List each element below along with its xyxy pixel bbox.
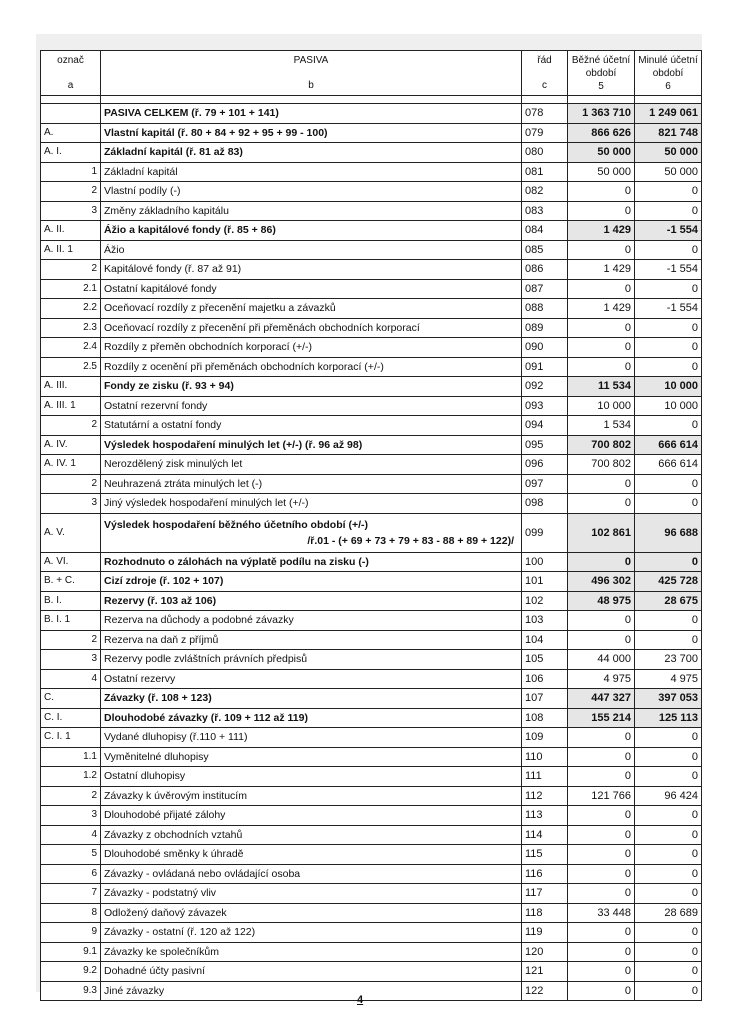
row-number: 082 (522, 182, 568, 202)
row-label: Výsledek hospodaření minulých let (+/-) (ř. 96 až 98) (101, 435, 522, 455)
row-label: Dlouhodobé přijaté zálohy (101, 806, 522, 826)
table-row (41, 260, 702, 280)
row-label: Fondy ze zisku (ř. 93 + 94) (101, 377, 522, 397)
previous-period-value: 0 (635, 884, 702, 904)
row-label: Závazky k úvěrovým institucím (101, 786, 522, 806)
previous-period-value: 0 (635, 864, 702, 884)
row-label: Ážio a kapitálové fondy (ř. 85 + 86) (101, 221, 522, 241)
table-row (41, 318, 702, 338)
row-number: 078 (522, 104, 568, 124)
previous-period-value: 23 700 (635, 650, 702, 670)
row-number: 101 (522, 572, 568, 592)
previous-period-value: 0 (635, 357, 702, 377)
row-number: 111 (522, 767, 568, 787)
current-period-value: 1 429 (568, 260, 635, 280)
row-subcode: 7 (41, 884, 101, 904)
row-number: 106 (522, 669, 568, 689)
current-period-value: 0 (568, 962, 635, 982)
row-code: C. I. 1 (41, 728, 101, 748)
row-number: 122 (522, 981, 568, 1001)
table-row (41, 279, 702, 299)
header-gap-row (41, 96, 702, 104)
row-subcode: 3 (41, 806, 101, 826)
current-period-value: 33 448 (568, 903, 635, 923)
previous-period-value: 425 728 (635, 572, 702, 592)
current-period-value: 121 766 (568, 786, 635, 806)
row-number: 080 (522, 143, 568, 163)
previous-period-value: 28 689 (635, 903, 702, 923)
previous-period-value: 0 (635, 962, 702, 982)
row-number: 100 (522, 552, 568, 572)
row-number: 118 (522, 903, 568, 923)
row-subcode: 2 (41, 630, 101, 650)
previous-period-value: 0 (635, 747, 702, 767)
row-number: 083 (522, 201, 568, 221)
row-subcode: 6 (41, 864, 101, 884)
table-row (41, 884, 702, 904)
previous-period-value: 666 614 (635, 435, 702, 455)
previous-period-value: 0 (635, 474, 702, 494)
row-subcode: 2.4 (41, 338, 101, 358)
row-subcode: 4 (41, 669, 101, 689)
table-row (41, 240, 702, 260)
table-row (41, 747, 702, 767)
table-row (41, 786, 702, 806)
previous-period-value: 0 (635, 552, 702, 572)
previous-period-value: 0 (635, 767, 702, 787)
current-period-value: 44 000 (568, 650, 635, 670)
row-label: Závazky - ostatní (ř. 120 až 122) (101, 923, 522, 943)
row-label: Rezerva na důchody a podobné závazky (101, 611, 522, 631)
current-period-value: 0 (568, 845, 635, 865)
previous-period-value: 0 (635, 923, 702, 943)
row-code: A. (41, 123, 101, 143)
row-number: 103 (522, 611, 568, 631)
table-row (41, 143, 702, 163)
row-number: 113 (522, 806, 568, 826)
row-label: Kapitálové fondy (ř. 87 až 91) (101, 260, 522, 280)
previous-period-value: 0 (635, 630, 702, 650)
row-label: Změny základního kapitálu (101, 201, 522, 221)
table-row (41, 416, 702, 436)
table-row (41, 650, 702, 670)
previous-period-value: 0 (635, 338, 702, 358)
row-label: Jiný výsledek hospodaření minulých let (+/-) (101, 494, 522, 514)
row-subcode: 2.5 (41, 357, 101, 377)
row-number: 121 (522, 962, 568, 982)
previous-period-value: 0 (635, 416, 702, 436)
row-number: 090 (522, 338, 568, 358)
current-period-value: 10 000 (568, 396, 635, 416)
current-period-value: 155 214 (568, 708, 635, 728)
row-label: Ostatní rezervní fondy (101, 396, 522, 416)
row-number: 081 (522, 162, 568, 182)
row-label: Jiné závazky (101, 981, 522, 1001)
current-period-value: 0 (568, 747, 635, 767)
current-period-value: 1 429 (568, 299, 635, 319)
row-number: 115 (522, 845, 568, 865)
row-subcode: 1.2 (41, 767, 101, 787)
table-row (41, 942, 702, 962)
row-code: A. IV. 1 (41, 455, 101, 475)
row-number: 105 (522, 650, 568, 670)
previous-period-value: 0 (635, 981, 702, 1001)
row-code (41, 104, 101, 124)
row-label: Oceňovací rozdíly z přecenění při přeměnách obchodních korporací (101, 318, 522, 338)
previous-period-value: 0 (635, 825, 702, 845)
page-number: 4 (357, 994, 364, 1006)
previous-period-value: 10 000 (635, 396, 702, 416)
row-subcode: 2.1 (41, 279, 101, 299)
row-subcode: 2.2 (41, 299, 101, 319)
previous-period-value: 0 (635, 728, 702, 748)
row-subcode: 2 (41, 474, 101, 494)
row-label: Dlouhodobé směnky k úhradě (101, 845, 522, 865)
current-period-value: 0 (568, 630, 635, 650)
table-row (41, 357, 702, 377)
current-period-value: 0 (568, 923, 635, 943)
table-row (41, 845, 702, 865)
previous-period-value: 10 000 (635, 377, 702, 397)
table-row (41, 923, 702, 943)
current-period-value: 447 327 (568, 689, 635, 709)
row-number: 114 (522, 825, 568, 845)
current-period-value: 0 (568, 182, 635, 202)
row-code: B. I. 1 (41, 611, 101, 631)
header-row-number: řád c (522, 51, 568, 96)
current-period-value: 0 (568, 884, 635, 904)
row-label: Odložený daňový závazek (101, 903, 522, 923)
row-label: Dohadné účty pasivní (101, 962, 522, 982)
gap-cell (568, 96, 635, 104)
previous-period-value: 4 975 (635, 669, 702, 689)
row-subcode: 2 (41, 416, 101, 436)
current-period-value: 102 861 (568, 513, 635, 552)
gap-cell (101, 96, 522, 104)
row-label: Ostatní rezervy (101, 669, 522, 689)
row-label: Závazky - ovládaná nebo ovládající osoba (101, 864, 522, 884)
current-period-value: 0 (568, 552, 635, 572)
row-label: Rezervy (ř. 103 až 106) (101, 591, 522, 611)
row-number: 119 (522, 923, 568, 943)
current-period-value: 1 363 710 (568, 104, 635, 124)
current-period-value: 0 (568, 864, 635, 884)
row-number: 085 (522, 240, 568, 260)
row-number: 079 (522, 123, 568, 143)
row-label: Ážio (101, 240, 522, 260)
table-row (41, 981, 702, 1001)
row-subcode: 1 (41, 162, 101, 182)
row-number: 109 (522, 728, 568, 748)
row-label-line2: /ř.01 - (+ 69 + 73 + 79 + 83 - 88 + 89 + 122)/ (307, 534, 514, 547)
header-label: PASIVA b (101, 51, 522, 96)
row-number: 096 (522, 455, 568, 475)
row-number: 116 (522, 864, 568, 884)
current-period-value: 1 534 (568, 416, 635, 436)
row-number: 084 (522, 221, 568, 241)
row-label: Statutární a ostatní fondy (101, 416, 522, 436)
header-previous-period: Minulé účetní období 6 (635, 51, 702, 96)
current-period-value: 0 (568, 825, 635, 845)
row-number: 108 (522, 708, 568, 728)
previous-period-value: 0 (635, 279, 702, 299)
row-subcode: 9.1 (41, 942, 101, 962)
row-number: 097 (522, 474, 568, 494)
current-period-value: 50 000 (568, 143, 635, 163)
row-code: A. III. (41, 377, 101, 397)
current-period-value: 50 000 (568, 162, 635, 182)
row-label: Nerozdělený zisk minulých let (101, 455, 522, 475)
current-period-value: 0 (568, 279, 635, 299)
row-label: Vlastní kapitál (ř. 80 + 84 + 92 + 95 + 99 - 100) (101, 123, 522, 143)
row-code: A. II. (41, 221, 101, 241)
row-label: Rozdíly z ocenění při přeměnách obchodních korporací (+/-) (101, 357, 522, 377)
table-row (41, 338, 702, 358)
row-label: Oceňovací rozdíly z přecenění majetku a závazků (101, 299, 522, 319)
previous-period-value: -1 554 (635, 260, 702, 280)
row-label: Rezerva na daň z příjmů (101, 630, 522, 650)
row-label: PASIVA CELKEM (ř. 79 + 101 + 141) (101, 104, 522, 124)
table-row (41, 825, 702, 845)
row-code: B. I. (41, 591, 101, 611)
row-number: 093 (522, 396, 568, 416)
row-label: Závazky ke společníkům (101, 942, 522, 962)
table-row (41, 669, 702, 689)
previous-period-value: 50 000 (635, 143, 702, 163)
table-row (41, 201, 702, 221)
header-code: označ a (41, 51, 101, 96)
current-period-value: 0 (568, 611, 635, 631)
table-row (41, 689, 702, 709)
current-period-value: 0 (568, 240, 635, 260)
table-row (41, 396, 702, 416)
previous-period-value: 0 (635, 240, 702, 260)
table-row (41, 572, 702, 592)
header-current-period: Běžné účetní období 5 (568, 51, 635, 96)
row-code: A. IV. (41, 435, 101, 455)
table-row (41, 552, 702, 572)
previous-period-value: 0 (635, 182, 702, 202)
previous-period-value: -1 554 (635, 221, 702, 241)
previous-period-value: 0 (635, 806, 702, 826)
row-code: A. VI. (41, 552, 101, 572)
row-subcode: 3 (41, 201, 101, 221)
table-row (41, 611, 702, 631)
row-subcode: 3 (41, 494, 101, 514)
current-period-value: 0 (568, 981, 635, 1001)
previous-period-value: 0 (635, 494, 702, 514)
row-code: A. II. 1 (41, 240, 101, 260)
row-number: 087 (522, 279, 568, 299)
row-subcode: 5 (41, 845, 101, 865)
table-row (41, 299, 702, 319)
current-period-value: 866 626 (568, 123, 635, 143)
table-row (41, 962, 702, 982)
row-code: C. (41, 689, 101, 709)
row-label: Rozdíly z přeměn obchodních korporací (+/-) (101, 338, 522, 358)
row-subcode: 2 (41, 182, 101, 202)
gap-cell (635, 96, 702, 104)
previous-period-value: 0 (635, 201, 702, 221)
table-row (41, 708, 702, 728)
previous-period-value: -1 554 (635, 299, 702, 319)
table-row (41, 455, 702, 475)
row-number: 086 (522, 260, 568, 280)
gap-cell (41, 96, 101, 104)
row-label: Vydané dluhopisy (ř.110 + 111) (101, 728, 522, 748)
row-label: Cizí zdroje (ř. 102 + 107) (101, 572, 522, 592)
row-number: 110 (522, 747, 568, 767)
previous-period-value: 96 424 (635, 786, 702, 806)
row-number: 112 (522, 786, 568, 806)
current-period-value: 0 (568, 728, 635, 748)
row-label: Ostatní kapitálové fondy (101, 279, 522, 299)
current-period-value: 700 802 (568, 435, 635, 455)
table-row (41, 591, 702, 611)
row-number: 091 (522, 357, 568, 377)
row-label: Ostatní dluhopisy (101, 767, 522, 787)
row-label: Závazky (ř. 108 + 123) (101, 689, 522, 709)
current-period-value: 496 302 (568, 572, 635, 592)
row-number: 092 (522, 377, 568, 397)
table-header-row (41, 51, 702, 96)
row-number: 107 (522, 689, 568, 709)
row-code: A. V. (41, 513, 101, 552)
row-subcode: 3 (41, 650, 101, 670)
previous-period-value: 0 (635, 611, 702, 631)
table-row (41, 513, 702, 552)
current-period-value: 0 (568, 942, 635, 962)
row-subcode: 2 (41, 786, 101, 806)
row-label: Vlastní podíly (-) (101, 182, 522, 202)
row-label: Vyměnitelné dluhopisy (101, 747, 522, 767)
table-row (41, 435, 702, 455)
table-row (41, 377, 702, 397)
gap-cell (522, 96, 568, 104)
previous-period-value: 96 688 (635, 513, 702, 552)
row-number: 095 (522, 435, 568, 455)
previous-period-value: 821 748 (635, 123, 702, 143)
current-period-value: 0 (568, 767, 635, 787)
row-number: 102 (522, 591, 568, 611)
row-label: Rozhodnuto o zálohách na výplatě podílu na zisku (-) (101, 552, 522, 572)
row-number: 089 (522, 318, 568, 338)
row-code: C. I. (41, 708, 101, 728)
row-label: Neuhrazená ztráta minulých let (-) (101, 474, 522, 494)
balance-sheet-liabilities-table (40, 50, 702, 1001)
current-period-value: 4 975 (568, 669, 635, 689)
row-subcode: 2.3 (41, 318, 101, 338)
current-period-value: 700 802 (568, 455, 635, 475)
row-label-line1: Výsledek hospodaření běžného účetního období (+/-) (104, 518, 368, 531)
row-label: Dlouhodobé závazky (ř. 109 + 112 až 119) (101, 708, 522, 728)
current-period-value: 0 (568, 474, 635, 494)
table-row (41, 767, 702, 787)
row-subcode: 4 (41, 825, 101, 845)
row-label: Základní kapitál (101, 162, 522, 182)
previous-period-value: 125 113 (635, 708, 702, 728)
row-code: A. I. (41, 143, 101, 163)
previous-period-value: 0 (635, 318, 702, 338)
previous-period-value: 666 614 (635, 455, 702, 475)
current-period-value: 0 (568, 494, 635, 514)
current-period-value: 11 534 (568, 377, 635, 397)
table-row (41, 494, 702, 514)
row-subcode: 9.2 (41, 962, 101, 982)
previous-period-value: 397 053 (635, 689, 702, 709)
row-label: Závazky z obchodních vztahů (101, 825, 522, 845)
row-number: 094 (522, 416, 568, 436)
table-row (41, 123, 702, 143)
row-number: 120 (522, 942, 568, 962)
row-subcode: 9.3 (41, 981, 101, 1001)
row-label (101, 513, 522, 552)
row-subcode: 2 (41, 260, 101, 280)
row-code: B. + C. (41, 572, 101, 592)
current-period-value: 0 (568, 318, 635, 338)
table-row (41, 864, 702, 884)
previous-period-value: 0 (635, 942, 702, 962)
table-row (41, 182, 702, 202)
previous-period-value: 50 000 (635, 162, 702, 182)
table-row (41, 474, 702, 494)
row-label: Základní kapitál (ř. 81 až 83) (101, 143, 522, 163)
previous-period-value: 28 675 (635, 591, 702, 611)
row-label: Závazky - podstatný vliv (101, 884, 522, 904)
row-label: Rezervy podle zvláštních právních předpisů (101, 650, 522, 670)
current-period-value: 0 (568, 357, 635, 377)
current-period-value: 0 (568, 806, 635, 826)
table-row (41, 903, 702, 923)
row-number: 099 (522, 513, 568, 552)
current-period-value: 48 975 (568, 591, 635, 611)
current-period-value: 0 (568, 338, 635, 358)
row-number: 098 (522, 494, 568, 514)
current-period-value: 0 (568, 201, 635, 221)
row-number: 104 (522, 630, 568, 650)
table-row (41, 806, 702, 826)
row-subcode: 8 (41, 903, 101, 923)
row-number: 117 (522, 884, 568, 904)
previous-period-value: 0 (635, 845, 702, 865)
row-number: 088 (522, 299, 568, 319)
row-subcode: 1.1 (41, 747, 101, 767)
row-subcode: 9 (41, 923, 101, 943)
table-row (41, 104, 702, 124)
row-code: A. III. 1 (41, 396, 101, 416)
current-period-value: 1 429 (568, 221, 635, 241)
table-row (41, 162, 702, 182)
table-row (41, 630, 702, 650)
previous-period-value: 1 249 061 (635, 104, 702, 124)
table-row (41, 728, 702, 748)
table-row (41, 221, 702, 241)
